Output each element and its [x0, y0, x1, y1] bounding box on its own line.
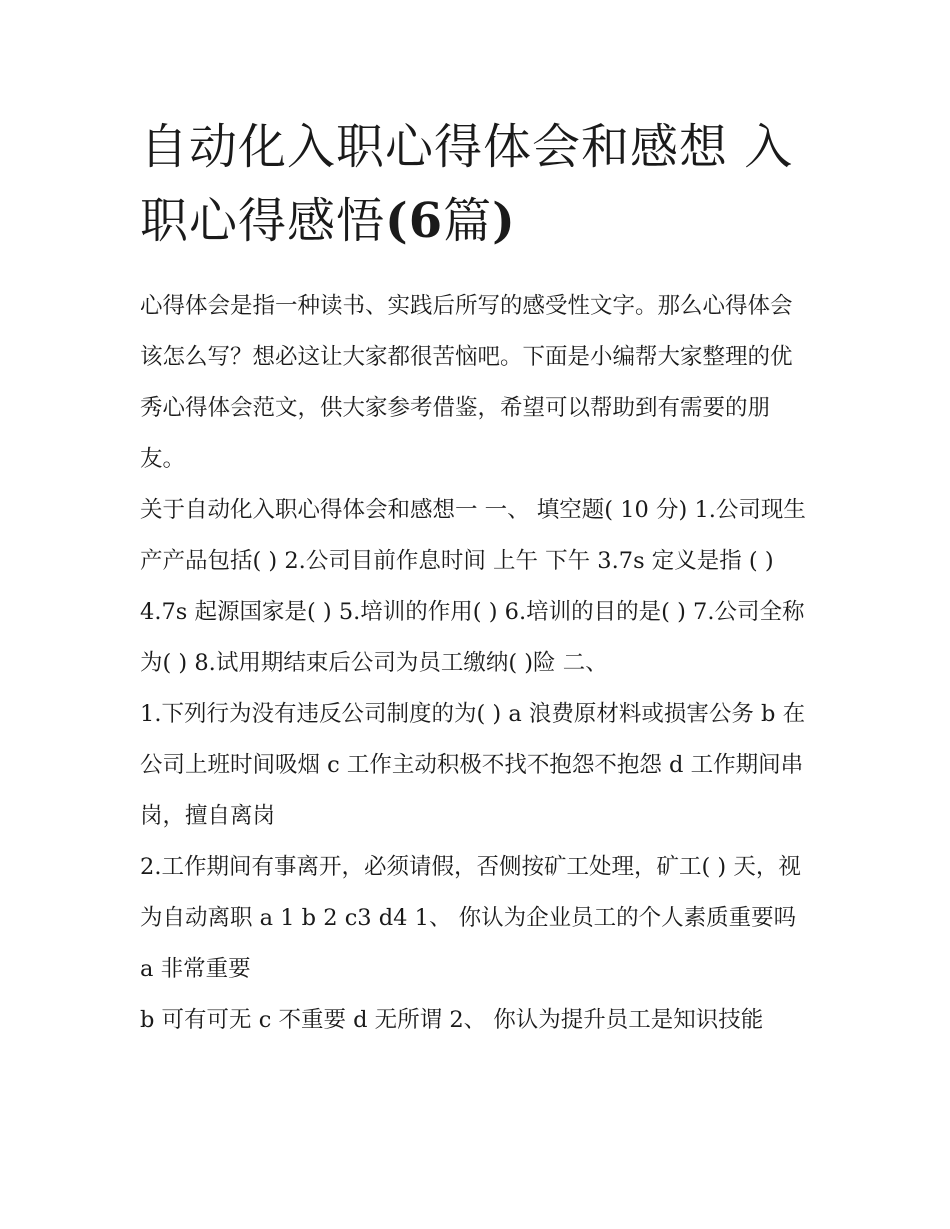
- intro-paragraph: 心得体会是指一种读书、实践后所写的感受性文字。那么心得体会该怎么写？想必这让大家都很苦恼吧。下面是小编帮大家整理的优秀心得体会范文，供大家参考借鉴，希望可以帮助到有需要的朋友。: [140, 293, 793, 472]
- body-paragraph-3: 1.下列行为没有违反公司制度的为( ) a 浪费原材料或损害公务 b 在公司上班时间吸烟 c 工作主动积极不找不抱怨不抱怨 d 工作期间串岗，擅自离岗: [140, 701, 806, 829]
- document-title: [140, 110, 810, 258]
- body-paragraph-5: b 可有可无 c 不重要 d 无所谓 2、 你认为提升员工是知识技能: [140, 1007, 764, 1033]
- title-line-2a: 职心得感悟: [140, 193, 386, 249]
- title-line-2c: 篇: [443, 193, 493, 249]
- title-line-2d: ): [492, 193, 516, 249]
- title-line-2b: (6: [385, 193, 444, 249]
- title-line-1: 自动化入职心得体会和感想 入: [140, 119, 794, 175]
- body-paragraph-4: 2.工作期间有事离开，必须请假，否侧按矿工处理，矿工( ) 天，视为自动离职 a 1 b 2 c3 d4 1、 你认为企业员工的个人素质重要吗 a 非常重要: [140, 854, 801, 982]
- body-paragraph-2: 4.7s 起源国家是( ) 5.培训的作用( ) 6.培训的目的是( ) 7.公司全称为( ) 8.试用期结束后公司为员工缴纳( )险 二、: [140, 599, 805, 676]
- body-paragraph-1: 关于自动化入职心得体会和感想一 一、 填空题( 10 分) 1.公司现生产产品包括( ) 2.公司目前作息时间 上午 下午 3.7s 定义是指 ( ): [140, 497, 806, 574]
- document-page: [140, 110, 820, 1046]
